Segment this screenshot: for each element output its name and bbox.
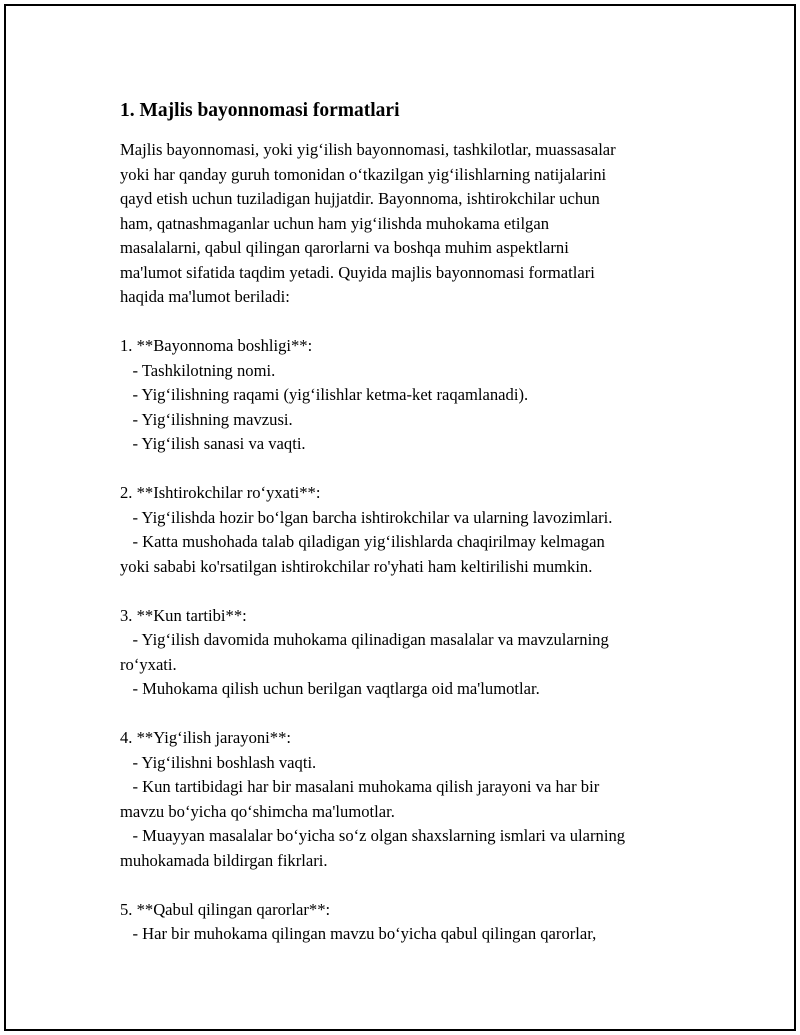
text-line: - Har bir muhokama qilingan mavzu bo‘yicha qabul qilingan qarorlar, xyxy=(120,924,597,943)
text-line: - Yig‘ilish davomida muhokama qilinadigan masalalar va mavzularning xyxy=(120,630,609,649)
text-line: ro‘yxati. xyxy=(120,654,177,674)
text-line: - Yig‘ilish sanasi va vaqti. xyxy=(120,434,306,453)
text-line: muhokamada bildirgan fikrlari. xyxy=(120,850,328,870)
text-line: 5. **Qabul qilingan qarorlar**: xyxy=(120,899,331,919)
text-line: yoki har qanday guruh tomonidan o‘tkazilgan yig‘ilishlarning natijalarini xyxy=(120,164,607,184)
page-frame xyxy=(4,4,796,1031)
text-line: - Yig‘ilishning mavzusi. xyxy=(120,409,293,429)
text-line: - Muayyan masalalar bo‘yicha so‘z olgan shaxslarning ismlari va ularning xyxy=(120,826,626,845)
text-line: mavzu bo‘yicha qo‘shimcha ma'lumotlar. xyxy=(120,801,395,821)
blank-line xyxy=(120,579,700,604)
paragraph-lines xyxy=(120,138,700,947)
text-line: 3. **Kun tartibi**: xyxy=(120,605,247,625)
text-line: masalalarni, qabul qilingan qarorlarni va boshqa muhim aspektlarni xyxy=(120,238,569,257)
text-line: 2. **Ishtirokchilar ro‘yxati**: xyxy=(120,483,321,502)
blank-line xyxy=(120,310,700,335)
blank-line xyxy=(120,702,700,727)
text-line: - Yig‘ilishda hozir bo‘lgan barcha ishtirokchilar va ularning lavozimlari. xyxy=(120,507,613,527)
text-line: ham, qatnashmaganlar uchun ham yig‘ilishda muhokama etilgan xyxy=(120,213,550,233)
text-line: haqida ma'lumot beriladi: xyxy=(120,287,290,306)
blank-line xyxy=(120,457,700,482)
text-line: - Kun tartibidagi har bir masalani muhokama qilish jarayoni va har bir xyxy=(120,777,600,796)
text-line: - Yig‘ilishni boshlash vaqti. xyxy=(120,752,317,772)
blank-line xyxy=(120,873,700,898)
document-body xyxy=(120,98,700,947)
text-line: 4. **Yig‘ilish jarayoni**: xyxy=(120,728,291,747)
text-line: - Muhokama qilish uchun berilgan vaqtlarga oid ma'lumotlar. xyxy=(120,679,540,698)
text-line: - Tashkilotning nomi. xyxy=(120,360,276,380)
section-heading: 1. Majlis bayonnomasi formatlari xyxy=(120,100,400,121)
text-line: - Yig‘ilishning raqami (yig‘ilishlar ketma-ket raqamlanadi). xyxy=(120,385,529,404)
text-line: yoki sababi ko'rsatilgan ishtirokchilar ro'yhati ham keltirilishi mumkin. xyxy=(120,556,593,576)
text-line: - Katta mushohada talab qiladigan yig‘ilishlarda chaqirilmay kelmagan xyxy=(120,532,605,551)
text-line: ma'lumot sifatida taqdim yetadi. Quyida majlis bayonnomasi formatlari xyxy=(120,262,595,282)
text-line: 1. **Bayonnoma boshligi**: xyxy=(120,336,313,355)
text-line: Majlis bayonnomasi, yoki yig‘ilish bayonnomasi, tashkilotlar, muassasalar xyxy=(120,140,616,159)
text-line: qayd etish uchun tuziladigan hujjatdir. Bayonnoma, ishtirokchilar uchun xyxy=(120,189,600,208)
